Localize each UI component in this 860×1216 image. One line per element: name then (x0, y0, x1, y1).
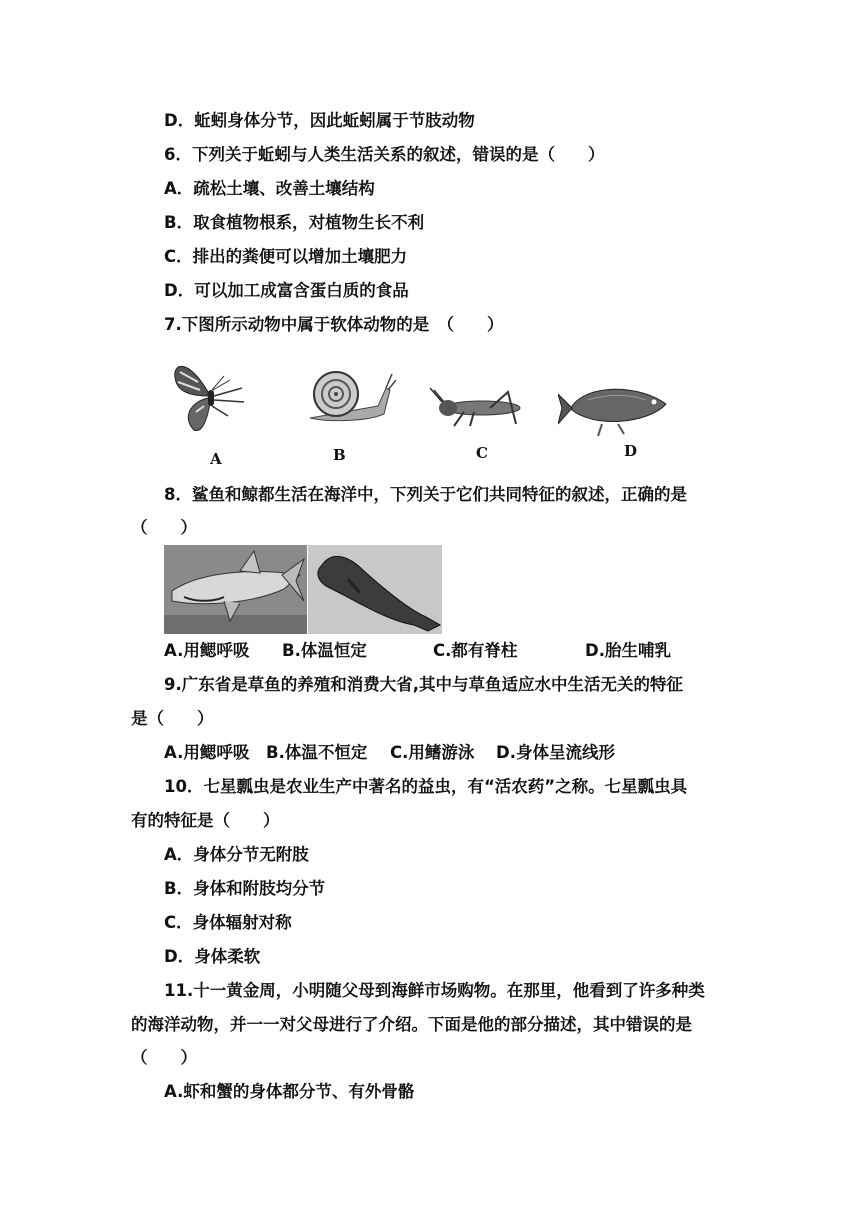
question-11-cont: 的海洋动物，并一一对父母进行了介绍。下面是他的部分描述，其中错误的是 (131, 1015, 692, 1034)
question-6: 6．下列关于蚯蚓与人类生活关系的叙述，错误的是（ ） (164, 145, 605, 164)
butterfly-image (168, 352, 260, 442)
q6-option-d: D．可以加工成富含蛋白质的食品 (164, 281, 409, 300)
question-10-cont: 有的特征是（ ） (131, 811, 280, 830)
q8-option-c: C.都有脊柱 (433, 641, 518, 660)
question-11-bracket: （ ） (131, 1048, 197, 1067)
question-8: 8．鲨鱼和鲸都生活在海洋中，下列关于它们共同特征的叙述，正确的是 (164, 485, 687, 504)
question-11: 11.十一黄金周，小明随父母到海鲜市场购物。在那里，他看到了许多种类 (164, 981, 705, 1000)
question-7: 7.下图所示动物中属于软体动物的是 （ ） (164, 315, 504, 334)
q9-option-b: B.体温不恒定 (266, 743, 368, 762)
q9-option-c: C.用鳍游泳 (390, 743, 475, 762)
fish-image (558, 380, 670, 442)
q6-option-c: C．排出的粪便可以增加土壤肥力 (164, 247, 408, 266)
question-9: 9.广东省是草鱼的养殖和消费大省,其中与草鱼适应水中生活无关的特征 (164, 675, 684, 694)
q8-option-d: D.胎生哺乳 (585, 641, 671, 660)
whale-image (308, 545, 442, 634)
q11-option-a: A.虾和蟹的身体都分节、有外骨骼 (164, 1082, 415, 1101)
question-8-bracket: （ ） (131, 518, 197, 537)
shark-image (164, 545, 307, 634)
grasshopper-image (424, 386, 524, 430)
q5-option-d: D．蚯蚓身体分节，因此蚯蚓属于节肢动物 (164, 111, 475, 130)
q10-option-d: D．身体柔软 (164, 947, 261, 966)
question-10: 10．七星瓢虫是农业生产中著名的益虫，有“活农药”之称。七星瓢虫具 (164, 777, 688, 796)
q10-option-c: C．身体辐射对称 (164, 913, 292, 932)
q7-caption-b: B (333, 446, 346, 464)
q7-caption-d: D (624, 442, 638, 460)
q9-option-d: D.身体呈流线形 (496, 743, 615, 762)
q6-option-a: A．疏松土壤、改善土壤结构 (164, 179, 375, 198)
q8-option-a: A.用鳃呼吸 (164, 641, 250, 660)
snail-image (306, 368, 396, 424)
question-9-cont: 是（ ） (131, 709, 214, 728)
q9-option-a: A.用鳃呼吸 (164, 743, 250, 762)
q8-option-b: B.体温恒定 (282, 641, 367, 660)
q7-caption-a: A (210, 450, 222, 468)
q10-option-b: B．身体和附肢均分节 (164, 879, 326, 898)
q10-option-a: A．身体分节无附肢 (164, 845, 309, 864)
q6-option-b: B．取食植物根系，对植物生长不利 (164, 213, 425, 232)
q7-caption-c: C (476, 444, 488, 462)
